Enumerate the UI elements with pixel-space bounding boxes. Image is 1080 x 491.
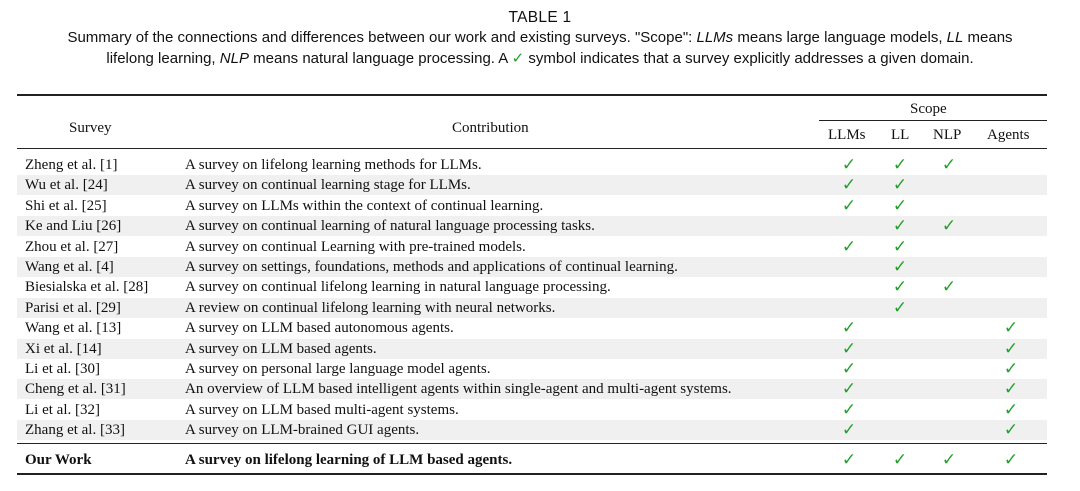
- survey-cell: Wu et al. [24]: [25, 177, 108, 194]
- contribution-cell: A survey on continual lifelong learning in natural language processing.: [185, 279, 611, 296]
- check-icon: ✓: [841, 450, 857, 470]
- check-icon: ✓: [892, 155, 908, 175]
- check-icon: ✓: [841, 399, 857, 420]
- table-label: TABLE 1: [508, 9, 572, 26]
- table-row: [17, 196, 1047, 216]
- survey-cell: Biesialska et al. [28]: [25, 279, 149, 296]
- table-caption: [0, 8, 1080, 69]
- check-icon: ✓: [892, 450, 908, 470]
- contribution-cell: A survey on LLM based multi-agent systems.: [185, 401, 459, 418]
- contribution-cell: A survey on continual learning stage for LLMs.: [185, 177, 471, 194]
- table-row: [17, 379, 1047, 399]
- contribution-cell: A survey on continual learning of natural language processing tasks.: [185, 218, 595, 235]
- check-icon: ✓: [1003, 420, 1019, 441]
- contribution-cell: A survey on lifelong learning methods for LLMs.: [185, 157, 482, 173]
- header-agents: Agents: [987, 127, 1030, 143]
- survey-cell: Wang et al. [13]: [25, 320, 122, 337]
- check-icon: ✓: [892, 297, 908, 318]
- survey-cell: Xi et al. [14]: [25, 340, 102, 357]
- header-nlp: NLP: [933, 127, 962, 143]
- survey-cell: Zhou et al. [27]: [25, 238, 119, 255]
- top-rule: [17, 94, 1047, 96]
- table-row: [17, 237, 1047, 257]
- scope-rule: [819, 120, 1047, 121]
- header-survey: Survey: [69, 120, 112, 136]
- caption-line-2: lifelong learning, NLP means natural language processing. A ✓ symbol indicates that a survey explicitly addresses a given domain.: [106, 49, 974, 67]
- check-icon: ✓: [941, 277, 957, 298]
- header-ll: LL: [891, 127, 910, 143]
- check-icon: ✓: [841, 155, 857, 175]
- table-row: [17, 298, 1047, 318]
- survey-cell: Our Work: [25, 452, 92, 468]
- survey-cell: Li et al. [32]: [25, 401, 100, 418]
- contribution-cell: A survey on LLM-brained GUI agents.: [185, 422, 420, 439]
- check-icon: ✓: [892, 236, 908, 257]
- table-row: [17, 359, 1047, 379]
- contribution-cell: A review on continual lifelong learning with neural networks.: [185, 299, 556, 316]
- table-row-our-work: [17, 450, 1047, 470]
- check-icon: ✓: [841, 379, 857, 400]
- caption-line-1: Summary of the connections and differences between our work and existing surveys. "Scope": LLMs means large language models, LL means: [67, 29, 1013, 46]
- term-llms: LLMs: [696, 29, 734, 46]
- bottom-rule: [17, 473, 1047, 475]
- survey-cell: Shi et al. [25]: [25, 197, 107, 214]
- check-icon: ✓: [841, 338, 857, 359]
- table-row: [17, 175, 1047, 195]
- contribution-cell: A survey on LLMs within the context of continual learning.: [185, 197, 544, 214]
- check-icon: ✓: [941, 155, 957, 175]
- header-llms: LLMs: [828, 127, 866, 143]
- table-row: [17, 277, 1047, 297]
- contribution-cell: An overview of LLM based intelligent agents within single-agent and multi-agent systems.: [185, 381, 732, 398]
- check-icon: ✓: [841, 318, 857, 339]
- check-icon: ✓: [892, 175, 908, 196]
- mid-rule: [17, 443, 1047, 444]
- contribution-cell: A survey on lifelong learning of LLM based agents.: [185, 452, 513, 468]
- contribution-cell: A survey on LLM based agents.: [185, 340, 377, 357]
- table-row: [17, 420, 1047, 440]
- check-icon: ✓: [841, 359, 857, 379]
- survey-cell: Cheng et al. [31]: [25, 381, 126, 398]
- survey-cell: Ke and Liu [26]: [25, 218, 122, 235]
- contribution-cell: A survey on LLM based autonomous agents.: [185, 320, 454, 337]
- check-icon: ✓: [1003, 338, 1019, 359]
- check-icon: ✓: [941, 450, 957, 470]
- check-icon: ✓: [1003, 450, 1019, 470]
- contribution-cell: A survey on personal large language model agents.: [185, 361, 491, 377]
- header-contribution: Contribution: [452, 120, 529, 136]
- header-rule: [17, 148, 1047, 149]
- survey-cell: Li et al. [30]: [25, 361, 100, 377]
- check-icon: ✓: [892, 257, 908, 277]
- check-icon: ✓: [841, 195, 857, 216]
- check-icon: ✓: [1003, 359, 1019, 379]
- table-row: [17, 318, 1047, 338]
- check-icon: ✓: [1003, 318, 1019, 339]
- survey-cell: Parisi et al. [29]: [25, 299, 121, 316]
- check-icon: ✓: [892, 277, 908, 298]
- term-nlp: NLP: [219, 50, 249, 67]
- survey-cell: Zheng et al. [1]: [25, 157, 118, 173]
- check-icon: ✓: [511, 49, 525, 67]
- check-icon: ✓: [841, 420, 857, 441]
- survey-cell: Zhang et al. [33]: [25, 422, 125, 439]
- table-row: [17, 339, 1047, 359]
- check-icon: ✓: [892, 195, 908, 216]
- table-row: [17, 257, 1047, 277]
- table-row: [17, 155, 1047, 175]
- term-ll: LL: [946, 29, 964, 46]
- check-icon: ✓: [1003, 379, 1019, 400]
- check-icon: ✓: [941, 216, 957, 237]
- check-icon: ✓: [892, 216, 908, 237]
- table-row: [17, 216, 1047, 236]
- check-icon: ✓: [841, 175, 857, 196]
- check-icon: ✓: [841, 236, 857, 257]
- header-scope: Scope: [910, 101, 947, 117]
- check-icon: ✓: [1003, 399, 1019, 420]
- survey-cell: Wang et al. [4]: [25, 259, 114, 275]
- table-row: [17, 400, 1047, 420]
- contribution-cell: A survey on settings, foundations, methods and applications of continual learning.: [185, 259, 678, 275]
- contribution-cell: A survey on continual Learning with pre-trained models.: [185, 238, 526, 255]
